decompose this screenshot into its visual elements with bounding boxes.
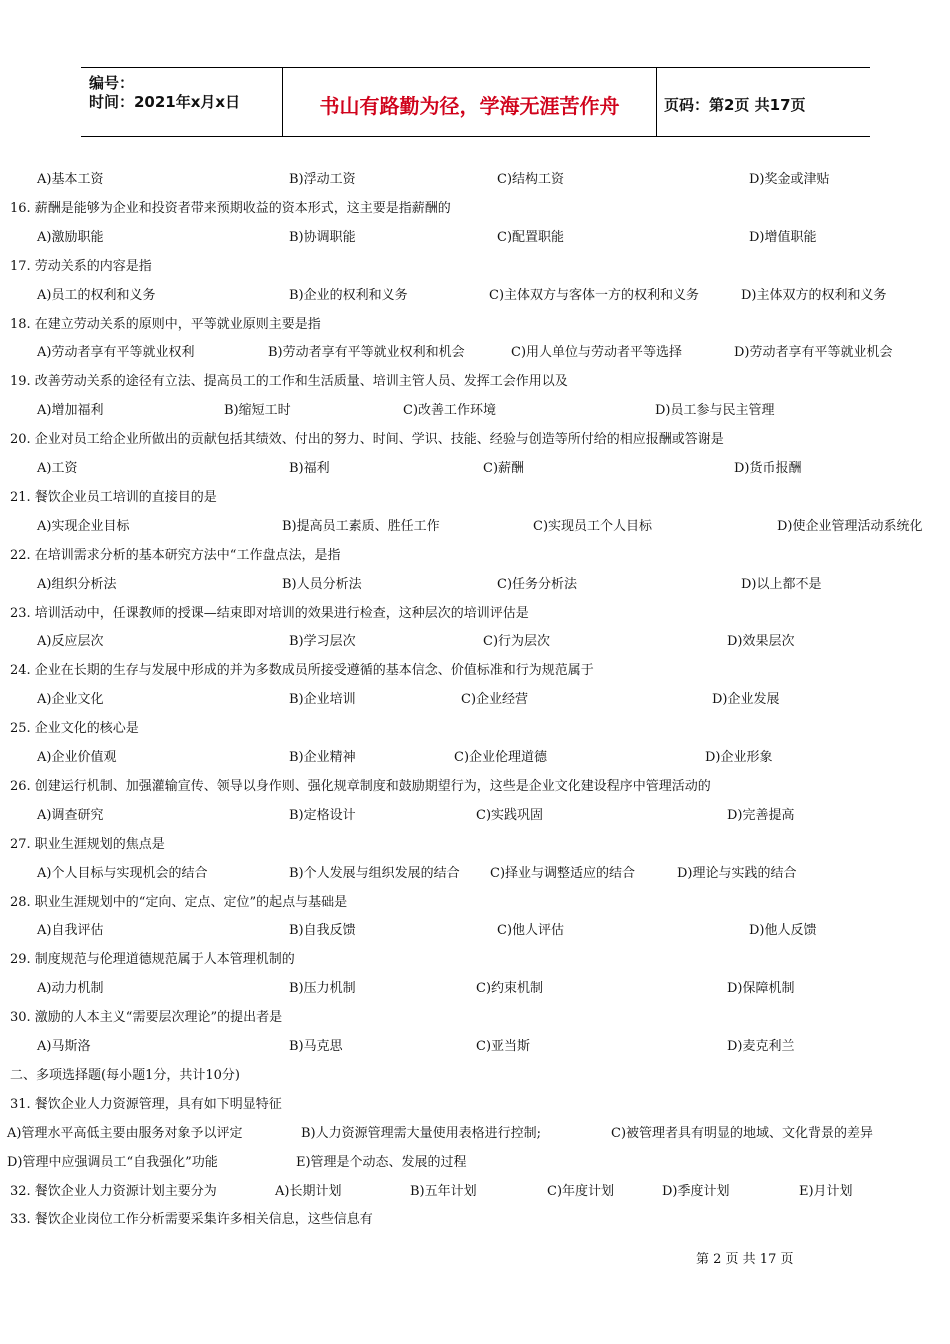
- question-text: 25. 企业文化的核心是: [10, 721, 139, 737]
- question-text: 21. 餐饮企业员工培训的直接目的是: [10, 489, 217, 505]
- question-text: 16. 薪酬是能够为企业和投资者带来预期收益的资本形式，这主要是指薪酬的: [10, 200, 451, 216]
- answer-option: D)理论与实践的结合: [677, 865, 797, 881]
- answer-option: C)任务分析法: [497, 576, 578, 592]
- answer-option: B)个人发展与组织发展的结合: [289, 865, 460, 881]
- question-text: 28. 职业生涯规划中的“定向、定点、定位”的起点与基础是: [10, 894, 348, 910]
- page-footer: 第 2 页 共 17 页: [696, 1252, 794, 1267]
- answer-option: A)企业价值观: [37, 750, 117, 765]
- answer-option: B)人员分析法: [282, 576, 362, 592]
- answer-option: D)季度计划: [662, 1183, 730, 1199]
- motto-text: 书山有路勤为径，学海无涯苦作舟: [319, 94, 620, 118]
- answer-option: C)被管理者具有明显的地域、文化背景的差异: [611, 1125, 874, 1141]
- answer-option: C)配置职能: [497, 229, 565, 245]
- answer-option: A)基本工资: [37, 172, 104, 187]
- answer-option: A)动力机制: [37, 981, 104, 997]
- answer-option: D)员工参与民主管理: [655, 403, 775, 419]
- answer-option: B)协调职能: [289, 229, 356, 245]
- answer-option: C)亚当斯: [476, 1039, 531, 1054]
- answer-option: D)主体双方的权利和义务: [741, 287, 887, 303]
- answer-option: A)组织分析法: [37, 576, 117, 592]
- question-text: 30. 激励的人本主义“需要层次理论”的提出者是: [10, 1010, 283, 1026]
- answer-option: D)他人反馈: [749, 923, 817, 939]
- answer-option: A)激励职能: [37, 229, 104, 245]
- answer-option: B)压力机制: [289, 981, 356, 997]
- answer-option: D)保障机制: [727, 981, 795, 997]
- answer-option: B)五年计划: [410, 1183, 477, 1199]
- question-text: 33. 餐饮企业岗位工作分析需要采集许多相关信息，这些信息有: [10, 1212, 373, 1228]
- answer-option: C)行为层次: [483, 634, 551, 650]
- question-text: 20. 企业对员工给企业所做出的贡献包括其绩效、付出的努力、时间、学识、技能、经验与创造等所付给的相应报酬或答谢是: [10, 432, 724, 448]
- answer-option: B)企业精神: [289, 750, 356, 765]
- answer-option: A)长期计划: [275, 1183, 342, 1199]
- answer-option: A)工资: [37, 461, 78, 476]
- question-text: 22. 在培训需求分析的基本研究方法中“工作盘点法，是指: [10, 547, 341, 563]
- answer-option: B)学习层次: [289, 634, 356, 650]
- answer-option: D)货币报酬: [734, 461, 802, 476]
- header-motto-cell: [282, 68, 657, 136]
- answer-option: A)员工的权利和义务: [37, 287, 156, 303]
- answer-option: B)马克思: [289, 1039, 343, 1054]
- answer-option: D)使企业管理活动系统化: [777, 518, 923, 534]
- question-text: 27. 职业生涯规划的焦点是: [10, 836, 165, 852]
- document-date-label: 时间：2021年x月x日: [89, 93, 241, 111]
- answer-option: A)企业文化: [37, 692, 104, 708]
- answer-option: D)麦克利兰: [727, 1039, 795, 1054]
- question-text: 19. 改善劳动关系的途径有立法、提高员工的工作和生活质量、培训主管人员、发挥工会作用以及: [10, 374, 568, 390]
- page-header: [81, 67, 870, 137]
- answer-option: A)管理水平高低主要由服务对象予以评定: [7, 1125, 243, 1141]
- answer-option: D)以上都不是: [741, 576, 822, 592]
- answer-option: D)企业形象: [705, 750, 773, 765]
- answer-option: A)调查研究: [37, 807, 104, 823]
- answer-option: C)企业伦理道德: [454, 750, 548, 765]
- header-page-info: 页码：第2页 共17页: [664, 96, 806, 114]
- answer-option: C)约束机制: [476, 981, 544, 997]
- answer-option: A)自我评估: [37, 923, 104, 939]
- answer-option: C)他人评估: [497, 923, 565, 939]
- answer-option: C)实现员工个人目标: [533, 518, 653, 534]
- answer-option: A)实现企业目标: [37, 518, 130, 534]
- answer-option: D)企业发展: [712, 692, 780, 708]
- answer-option: B)企业培训: [289, 692, 356, 708]
- question-text: 二、多项选择题(每小题1分，共计10分): [10, 1067, 240, 1083]
- answer-option: A)反应层次: [37, 634, 104, 650]
- answer-option: B)劳动者享有平等就业权利和机会: [268, 345, 465, 361]
- question-text: 23. 培训活动中，任课教师的授课—结束即对培训的效果进行检查，这种层次的培训评估是: [10, 605, 529, 621]
- question-text: 17. 劳动关系的内容是指: [10, 258, 152, 274]
- answer-option: A)马斯洛: [37, 1039, 91, 1054]
- answer-option: C)用人单位与劳动者平等选择: [511, 345, 683, 361]
- answer-option: B)自我反馈: [289, 923, 356, 939]
- question-text: 18. 在建立劳动关系的原则中，平等就业原则主要是指: [10, 316, 321, 332]
- answer-option: B)定格设计: [289, 807, 356, 823]
- question-text: 29. 制度规范与伦理道德规范属于人本管理机制的: [10, 952, 295, 968]
- answer-option: D)效果层次: [727, 634, 795, 650]
- answer-option: A)个人目标与实现机会的结合: [37, 865, 208, 881]
- answer-option: C)实践巩固: [476, 807, 544, 823]
- answer-option: D)管理中应强调员工“自我强化”功能: [7, 1154, 218, 1170]
- answer-option: C)薪酬: [483, 461, 525, 476]
- answer-option: D)完善提高: [727, 807, 795, 823]
- answer-option: D)劳动者享有平等就业机会: [734, 345, 893, 361]
- answer-option: A)增加福利: [37, 403, 104, 419]
- question-text: 31. 餐饮企业人力资源管理，具有如下明显特征: [10, 1096, 282, 1112]
- answer-option: E)月计划: [799, 1183, 853, 1199]
- document-number-label: 编号：: [89, 74, 135, 92]
- question-text: 24. 企业在长期的生存与发展中形成的并为多数成员所接受遵循的基本信念、价值标准和行为规范属于: [10, 663, 594, 679]
- answer-option: D)奖金或津贴: [749, 172, 830, 187]
- header-left-cell: [81, 68, 282, 136]
- answer-option: C)年度计划: [547, 1183, 615, 1199]
- answer-option: B)福利: [289, 461, 330, 476]
- header-page-cell: [656, 68, 870, 136]
- answer-option: C)结构工资: [497, 172, 565, 187]
- answer-option: B)企业的权利和义务: [289, 287, 408, 303]
- answer-option: C)改善工作环境: [403, 403, 497, 419]
- answer-option: C)主体双方与客体一方的权利和义务: [489, 287, 700, 303]
- answer-option: A)劳动者享有平等就业权利: [37, 345, 195, 361]
- answer-option: C)企业经营: [461, 692, 529, 708]
- answer-option: D)增值职能: [749, 229, 817, 245]
- answer-option: B)缩短工时: [224, 403, 291, 419]
- answer-option: C)择业与调整适应的结合: [490, 865, 636, 881]
- answer-option: E)管理是个动态、发展的过程: [296, 1154, 467, 1170]
- answer-option: B)人力资源管理需大量使用表格进行控制;: [301, 1125, 542, 1141]
- question-text: 32. 餐饮企业人力资源计划主要分为: [10, 1183, 217, 1199]
- answer-option: B)浮动工资: [289, 172, 356, 187]
- answer-option: B)提高员工素质、胜任工作: [282, 518, 440, 534]
- question-text: 26. 创建运行机制、加强灌输宣传、领导以身作则、强化规章制度和鼓励期望行为，这些是企业文化建设程序中管理活动的: [10, 778, 711, 794]
